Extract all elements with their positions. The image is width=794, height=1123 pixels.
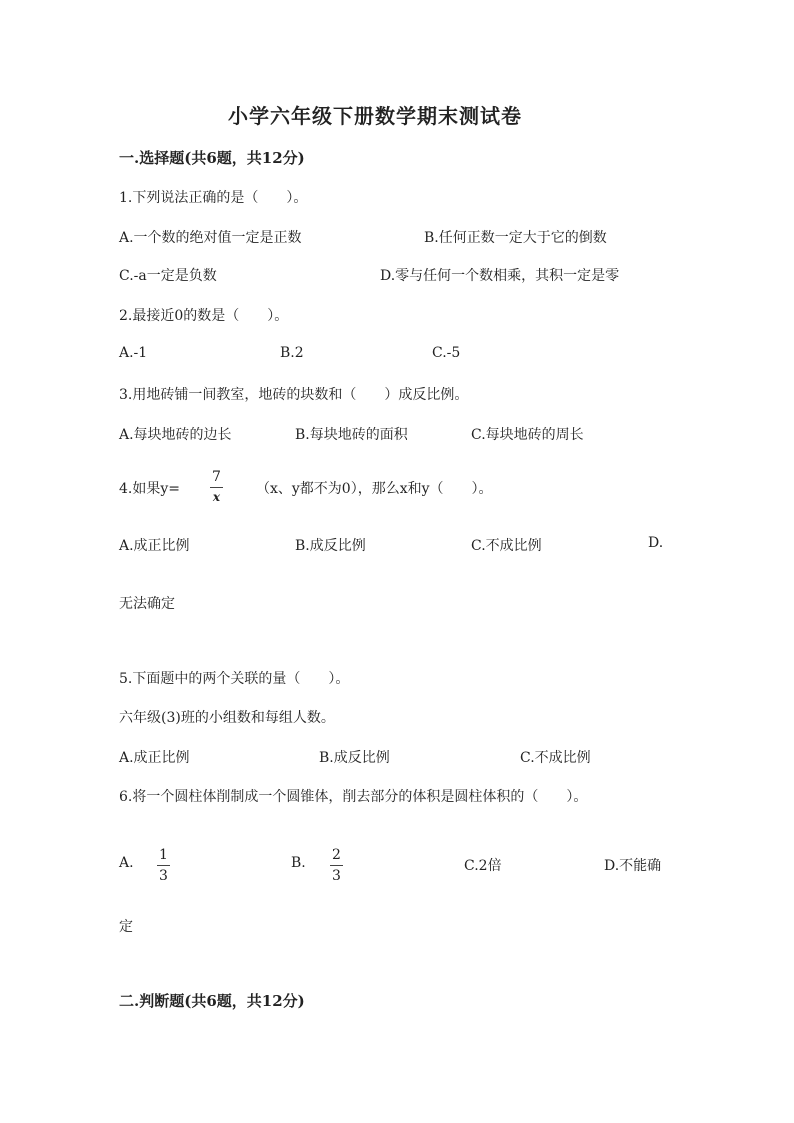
fraction-denominator: x (210, 487, 223, 503)
fraction-numerator: 2 (332, 847, 341, 863)
question-4-option-a: A.成正比例 (119, 538, 190, 554)
question-4-option-c: C.不成比例 (471, 538, 542, 554)
question-2-option-b: B.2 (280, 345, 304, 361)
question-2-option-a: A.-1 (119, 345, 148, 361)
question-5-option-b: B.成反比例 (319, 750, 390, 766)
fraction-denominator: 3 (157, 865, 170, 883)
question-2-option-c: C.-5 (432, 345, 461, 361)
question-6-option-d-label: D.不能确 (604, 858, 662, 874)
question-1-option-a: A.一个数的绝对值一定是正数 (119, 230, 302, 246)
question-5-context: 六年级(3)班的小组数和每组人数。 (119, 710, 335, 726)
question-6-option-a-label: A. (119, 855, 134, 871)
question-4-option-b: B.成反比例 (295, 538, 366, 554)
question-6-stem: 6.将一个圆柱体削制成一个圆锥体，削去部分的体积是圆柱体积的（ ）。 (119, 789, 588, 805)
question-6-option-c: C.2倍 (464, 858, 502, 874)
question-3-stem: 3.用地砖铺一间教室，地砖的块数和（ ）成反比例。 (119, 387, 469, 403)
question-6-option-a-fraction (157, 848, 170, 883)
section-heading-choice: 一.选择题(共6题，共12分) (119, 149, 305, 167)
question-5-stem: 5.下面题中的两个关联的量（ ）。 (119, 671, 350, 687)
question-4-option-d-label: D. (648, 535, 664, 551)
fraction-numerator: 1 (159, 847, 168, 863)
page-title: 小学六年级下册数学期末测试卷 (228, 104, 522, 128)
question-3-option-c: C.每块地砖的周长 (471, 427, 584, 443)
question-3-option-a: A.每块地砖的边长 (119, 427, 232, 443)
fraction-denominator: 3 (330, 865, 343, 883)
question-3-option-b: B.每块地砖的面积 (295, 427, 408, 443)
section-heading-judgment: 二.判断题(共6题，共12分) (119, 992, 305, 1010)
question-4-fraction (210, 470, 223, 503)
question-6-option-d-continued: 定 (119, 919, 133, 935)
question-4-stem-suffix: （x、y都不为0），那么x和y（ ）。 (256, 481, 493, 497)
question-4-stem-prefix: 4.如果y= (119, 481, 180, 497)
question-1-option-d: D.零与任何一个数相乘，其积一定是零 (380, 268, 620, 284)
question-6-option-b-label: B. (291, 855, 306, 871)
question-1-stem: 1.下列说法正确的是（ ）。 (119, 190, 308, 206)
question-2-stem: 2.最接近0的数是（ ）。 (119, 308, 289, 324)
question-1-option-c: C.-a一定是负数 (119, 268, 217, 284)
question-6-option-b-fraction (330, 848, 343, 883)
question-5-option-c: C.不成比例 (520, 750, 591, 766)
question-1-option-b: B.任何正数一定大于它的倒数 (424, 230, 607, 246)
question-5-option-a: A.成正比例 (119, 750, 190, 766)
fraction-numerator: 7 (212, 469, 221, 485)
question-4-option-d-text: 无法确定 (119, 596, 175, 612)
